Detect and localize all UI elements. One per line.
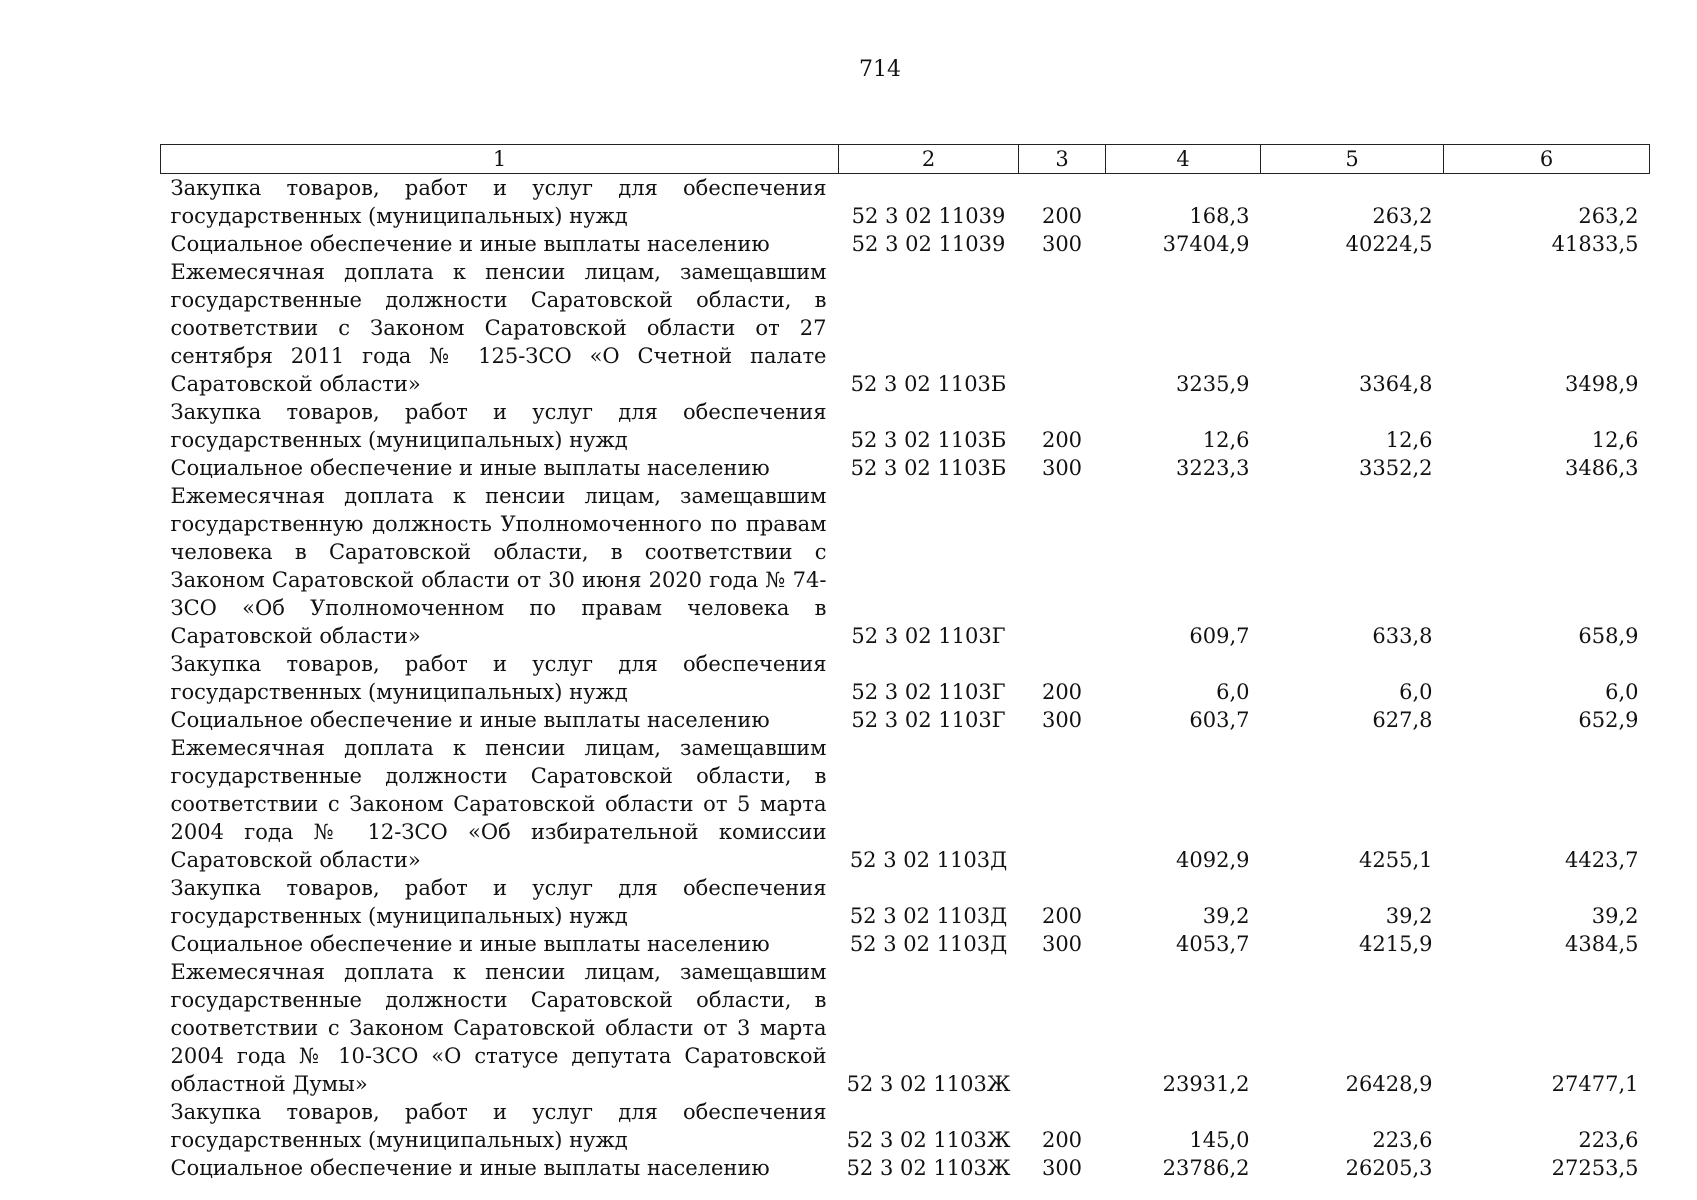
- row-value-col6-cell: 3486,3: [1565, 456, 1639, 480]
- row-value-col6-cell: 3498,9: [1565, 372, 1639, 396]
- row-name-cell: Закупка товаров, работ и услуг для обеспечения государственных (муниципальных) нужд: [170, 176, 827, 228]
- row-value-col6-cell: 223,6: [1578, 1128, 1639, 1152]
- row-value-col5-cell: 263,2: [1372, 204, 1433, 228]
- row-value-col5-cell: 26205,3: [1345, 1156, 1433, 1180]
- row-value-col4-cell: 3235,9: [1176, 372, 1250, 396]
- row-value-col5-cell: 3352,2: [1359, 456, 1433, 480]
- table-body: [161, 174, 1650, 1183]
- column-header-5: 5: [1261, 145, 1444, 174]
- row-code-cell: 52 3 02 1103Г: [851, 624, 1006, 648]
- header-row: [161, 145, 1650, 174]
- table-row: [161, 706, 1650, 734]
- column-header-6: 6: [1444, 145, 1650, 174]
- row-value-col4-cell: 4092,9: [1176, 848, 1250, 872]
- row-value-col4-cell: 145,0: [1189, 1128, 1250, 1152]
- row-type-cell: 200: [1041, 680, 1083, 704]
- row-name-cell: Ежемесячная доплата к пенсии лицам, замещавшим государственную должность Уполномоченного по правам человека в Саратовской области, в соответствии с Законом Саратовской области от 30 июня 2020 года № 74-ЗСО «Об Уполномоченном по правам человека в Саратовской области»: [170, 484, 827, 648]
- row-value-col6-cell: 39,2: [1591, 904, 1639, 928]
- row-name-cell: Ежемесячная доплата к пенсии лицам, замещавшим государственные должности Саратовской области, в соответствии с Законом Саратовской области от 3 марта 2004 года № 10-ЗСО «О статусе депутата Саратовской областной Думы»: [170, 960, 827, 1096]
- table-row: [161, 1154, 1650, 1182]
- page-number: 714: [859, 57, 901, 82]
- row-type-cell: 200: [1041, 204, 1083, 228]
- table-header: [161, 145, 1650, 174]
- row-code-cell: 52 3 02 1103Д: [849, 932, 1008, 956]
- row-type-cell: 200: [1041, 428, 1083, 452]
- row-code-cell: 52 3 02 1103Д: [849, 904, 1008, 928]
- budget-table: [160, 144, 1650, 1182]
- row-type-cell: [1019, 958, 1106, 1098]
- row-type-cell: [1019, 258, 1106, 398]
- row-code-cell: 52 3 02 1103Д: [849, 848, 1008, 872]
- column-header-2: 2: [839, 145, 1019, 174]
- column-header-4: 4: [1106, 145, 1261, 174]
- row-code-cell: 52 3 02 1103Б: [850, 428, 1007, 452]
- table-row: [161, 174, 1650, 231]
- row-value-col4-cell: 23786,2: [1162, 1156, 1250, 1180]
- row-name-cell: Закупка товаров, работ и услуг для обеспечения государственных (муниципальных) нужд: [170, 400, 827, 452]
- row-type-cell: 200: [1041, 904, 1083, 928]
- row-name-cell: Социальное обеспечение и иные выплаты населению: [170, 1156, 770, 1180]
- row-value-col4-cell: 168,3: [1189, 204, 1250, 228]
- row-name-cell: Ежемесячная доплата к пенсии лицам, замещавшим государственные должности Саратовской области, в соответствии с Законом Саратовской области от 27 сентября 2011 года № 125-ЗСО «О Счетной палате Саратовской области»: [170, 260, 827, 396]
- row-value-col4-cell: 6,0: [1216, 680, 1250, 704]
- table-row: [161, 1098, 1650, 1154]
- row-code-cell: 52 3 02 1103Ж: [846, 1072, 1011, 1096]
- row-name-cell: Социальное обеспечение и иные выплаты населению: [170, 708, 770, 732]
- row-name-cell: Закупка товаров, работ и услуг для обеспечения государственных (муниципальных) нужд: [170, 652, 827, 704]
- table-row: [161, 958, 1650, 1098]
- row-name-cell: Социальное обеспечение и иные выплаты населению: [170, 456, 770, 480]
- row-value-col4-cell: 12,6: [1202, 428, 1250, 452]
- row-value-col5-cell: 223,6: [1372, 1128, 1433, 1152]
- row-name-cell: Закупка товаров, работ и услуг для обеспечения государственных (муниципальных) нужд: [170, 876, 827, 928]
- row-value-col6-cell: 27253,5: [1551, 1156, 1639, 1180]
- column-header-3: 3: [1019, 145, 1106, 174]
- row-value-col5-cell: 40224,5: [1345, 232, 1433, 256]
- row-type-cell: 300: [1041, 932, 1083, 956]
- row-value-col5-cell: 4215,9: [1359, 932, 1433, 956]
- row-value-col5-cell: 39,2: [1385, 904, 1433, 928]
- row-value-col5-cell: 627,8: [1372, 708, 1433, 732]
- row-value-col6-cell: 4384,5: [1565, 932, 1639, 956]
- row-value-col6-cell: 6,0: [1605, 680, 1639, 704]
- row-name-cell: Закупка товаров, работ и услуг для обеспечения государственных (муниципальных) нужд: [170, 1100, 827, 1152]
- row-value-col4-cell: 37404,9: [1162, 232, 1250, 256]
- row-type-cell: 300: [1041, 232, 1083, 256]
- row-type-cell: 300: [1041, 456, 1083, 480]
- row-value-col6-cell: 263,2: [1578, 204, 1639, 228]
- row-value-col5-cell: 633,8: [1372, 624, 1433, 648]
- table-row: [161, 874, 1650, 930]
- row-value-col5-cell: 26428,9: [1345, 1072, 1433, 1096]
- row-value-col4-cell: 39,2: [1202, 904, 1250, 928]
- row-value-col6-cell: 658,9: [1578, 624, 1639, 648]
- row-code-cell: 52 3 02 1103Г: [851, 708, 1006, 732]
- row-code-cell: 52 3 02 11039: [851, 232, 1006, 256]
- row-value-col5-cell: 12,6: [1385, 428, 1433, 452]
- row-value-col5-cell: 3364,8: [1359, 372, 1433, 396]
- row-value-col6-cell: 4423,7: [1565, 848, 1639, 872]
- row-value-col6-cell: 27477,1: [1551, 1072, 1639, 1096]
- row-value-col4-cell: 4053,7: [1176, 932, 1250, 956]
- row-value-col6-cell: 12,6: [1591, 428, 1639, 452]
- row-code-cell: 52 3 02 1103Б: [850, 372, 1007, 396]
- table-row: [161, 454, 1650, 482]
- row-type-cell: 300: [1041, 708, 1083, 732]
- row-type-cell: 200: [1041, 1128, 1083, 1152]
- row-name-cell: Социальное обеспечение и иные выплаты населению: [170, 932, 770, 956]
- table-row: [161, 258, 1650, 398]
- row-name-cell: Ежемесячная доплата к пенсии лицам, замещавшим государственные должности Саратовской области, в соответствии с Законом Саратовской области от 5 марта 2004 года № 12-ЗСО «Об избирательной комиссии Саратовской области»: [170, 736, 827, 872]
- row-type-cell: 300: [1041, 1156, 1083, 1180]
- row-type-cell: [1019, 482, 1106, 650]
- row-code-cell: 52 3 02 11039: [851, 204, 1006, 228]
- table-row: [161, 734, 1650, 874]
- table-row: [161, 930, 1650, 958]
- row-value-col6-cell: 41833,5: [1551, 232, 1639, 256]
- table-row: [161, 230, 1650, 258]
- row-value-col6-cell: 652,9: [1578, 708, 1639, 732]
- table-row: [161, 650, 1650, 706]
- row-value-col4-cell: 603,7: [1189, 708, 1250, 732]
- row-value-col5-cell: 6,0: [1399, 680, 1433, 704]
- row-value-col5-cell: 4255,1: [1359, 848, 1433, 872]
- row-code-cell: 52 3 02 1103Г: [851, 680, 1006, 704]
- row-code-cell: 52 3 02 1103Ж: [846, 1156, 1011, 1180]
- column-header-1: 1: [161, 145, 839, 174]
- row-name-cell: Социальное обеспечение и иные выплаты населению: [170, 232, 770, 256]
- row-code-cell: 52 3 02 1103Б: [850, 456, 1007, 480]
- table-row: [161, 482, 1650, 650]
- row-value-col4-cell: 23931,2: [1162, 1072, 1250, 1096]
- row-code-cell: 52 3 02 1103Ж: [846, 1128, 1011, 1152]
- row-value-col4-cell: 3223,3: [1176, 456, 1250, 480]
- table-row: [161, 398, 1650, 454]
- row-value-col4-cell: 609,7: [1189, 624, 1250, 648]
- row-type-cell: [1019, 734, 1106, 874]
